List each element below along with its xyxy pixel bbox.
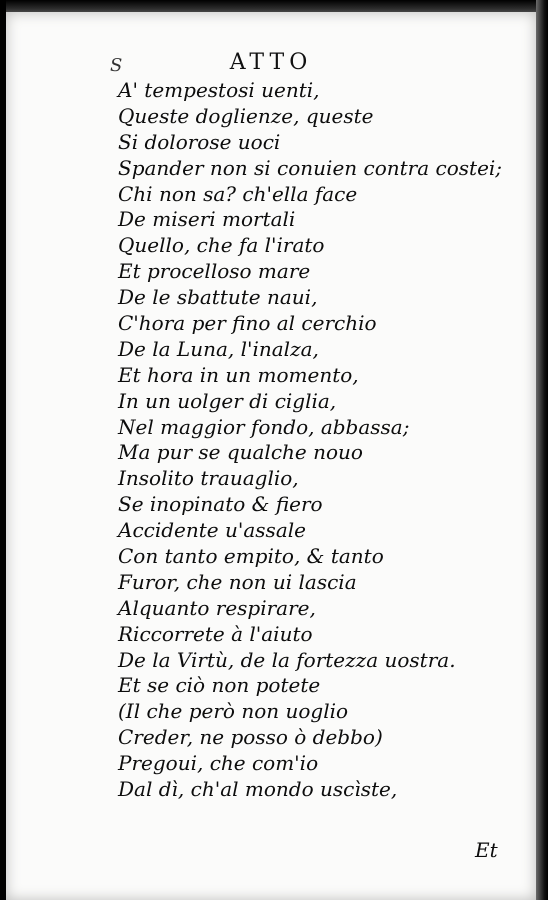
verse-line: De le sbattute naui, — [118, 285, 318, 310]
verse-line: Nel maggior fondo, abbassa; — [118, 414, 410, 439]
verse-line: Riccorrete à l'aiuto — [118, 621, 313, 646]
verse-line: Spander non si conuien contra costei; — [118, 155, 503, 180]
verse-line: Alquanto respirare, — [118, 595, 316, 620]
verse-line: De miseri mortali — [118, 207, 296, 232]
verse-block — [118, 78, 503, 803]
verse-line: Queste doglienze, queste — [118, 103, 374, 128]
verse-line: Se inopinato & fiero — [118, 492, 323, 517]
verse-line: Dal dì, ch'al mondo uscìste, — [118, 777, 398, 802]
verse-line: Accidente u'assale — [118, 518, 306, 543]
signature-letter: S — [110, 55, 123, 76]
running-head: ATTO — [229, 50, 313, 75]
verse-line: Furor, che non ui lascia — [118, 569, 357, 594]
verse-line: (Il che però non uoglio — [118, 699, 349, 724]
catchword: Et — [475, 838, 498, 862]
verse-line: Et se ciò non potete — [118, 673, 321, 698]
verse-line: Ma pur se qualche nouo — [118, 440, 363, 465]
verse-line: Quello, che fa l'irato — [118, 233, 325, 258]
verse-line: Con tanto empito, & tanto — [118, 544, 384, 569]
verse-line: Creder, ne posso ò debbo) — [118, 725, 383, 750]
book-page — [6, 12, 536, 900]
verse-line: Pregoui, che com'io — [118, 751, 319, 776]
verse-line: C'hora per fino al cerchio — [118, 311, 377, 336]
verse-line: Chi non sa? ch'ella face — [118, 181, 358, 206]
verse-line: In un uolger di ciglia, — [118, 388, 337, 413]
verse-line: Et procelloso mare — [118, 259, 311, 284]
verse-line: A' tempestosi uenti, — [118, 78, 320, 102]
verse-line: Insolito trauaglio, — [118, 466, 299, 491]
verse-line: Si dolorose uoci — [118, 129, 281, 154]
verse-line: De la Virtù, de la fortezza uostra. — [118, 647, 456, 672]
verse-line: Et hora in un momento, — [118, 362, 359, 387]
page-right-edge-shadow — [536, 0, 548, 900]
verse-line: De la Luna, l'inalza, — [118, 336, 319, 361]
